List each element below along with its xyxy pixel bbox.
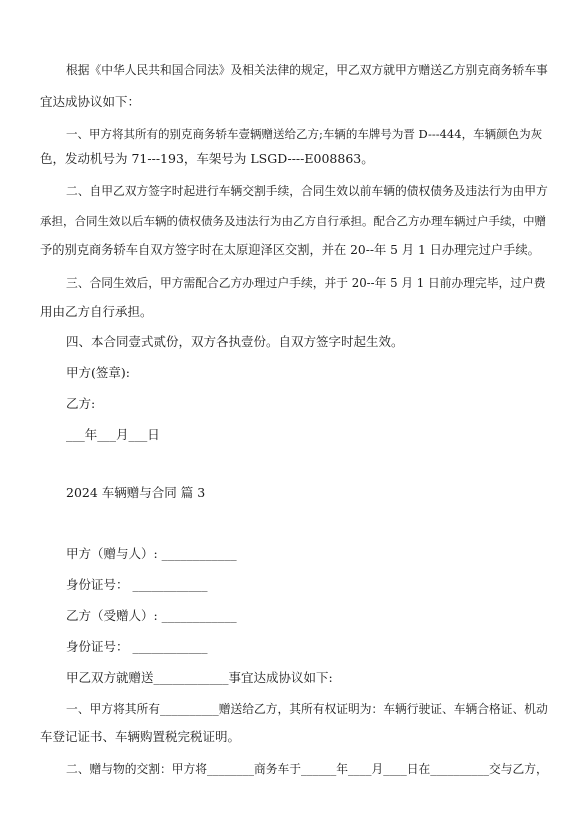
signature-party-a: 甲方(签章):: [66, 365, 130, 380]
party-a-line: 甲方（赠与人）: ____________: [66, 546, 237, 561]
clause-1-line-1: 一、甲方将其所有的别克商务轿车壹辆赠送给乙方;车辆的车牌号为晋 D---444，车辆颜色为灰: [66, 127, 543, 141]
paragraph-preamble-line-1: 根据《中华人民共和国合同法》及相关法律的规定，甲乙双方就甲方赠送乙方别克商务轿车事: [66, 63, 548, 77]
clause-2-line-2: 承担，合同生效以后车辆的债权债务及违法行为由乙方自行承担。配合乙方办理车辆过户手续，中赠: [40, 214, 546, 228]
clause-3-line-2: 用由乙方自行承担。: [40, 304, 153, 319]
gift-clause-2-line-1: 二、赠与物的交割：甲方将________商务车于______年____月____日在__________交与乙方，: [66, 762, 548, 776]
clause-2-line-3: 予的别克商务轿车自双方签字时在太原迎泽区交割，并在 20--年 5 月 1 日办理完过户手续。: [40, 243, 540, 257]
clause-4: 四、本合同壹式贰份，双方各执壹份。自双方签字时起生效。: [66, 334, 404, 349]
section-title: 2024 车辆赠与合同 篇 3: [66, 485, 206, 500]
signature-date: ___年___月___日: [66, 427, 160, 442]
clause-1-line-2: 色，发动机号为 71---193，车架号为 LSGD----E008863。: [40, 151, 374, 166]
signature-party-b: 乙方:: [66, 396, 96, 411]
party-a-id-line: 身份证号： ____________: [66, 577, 208, 592]
party-b-line: 乙方（受赠人）: ____________: [66, 608, 237, 623]
paragraph-preamble-line-2: 宜达成协议如下：: [40, 94, 141, 109]
gift-clause-1-line-1: 一、甲方将其所有__________赠送给乙方，其所有权证明为：车辆行驶证、车辆合格证、机动: [66, 702, 548, 716]
gift-clause-1-line-2: 车登记证书、车辆购置税完税证明。: [40, 729, 241, 744]
clause-3-line-1: 三、合同生效后，甲方需配合乙方办理过户手续，并于 20--年 5 月 1 日前办理完毕，过户费: [66, 276, 546, 290]
agreement-intro: 甲乙双方就赠送____________事宜达成协议如下:: [66, 670, 333, 685]
clause-2-line-1: 二、自甲乙双方签字时起进行车辆交割手续，合同生效以前车辆的债权债务及违法行为由甲方: [66, 184, 548, 198]
party-b-id-line: 身份证号： ____________: [66, 639, 208, 654]
